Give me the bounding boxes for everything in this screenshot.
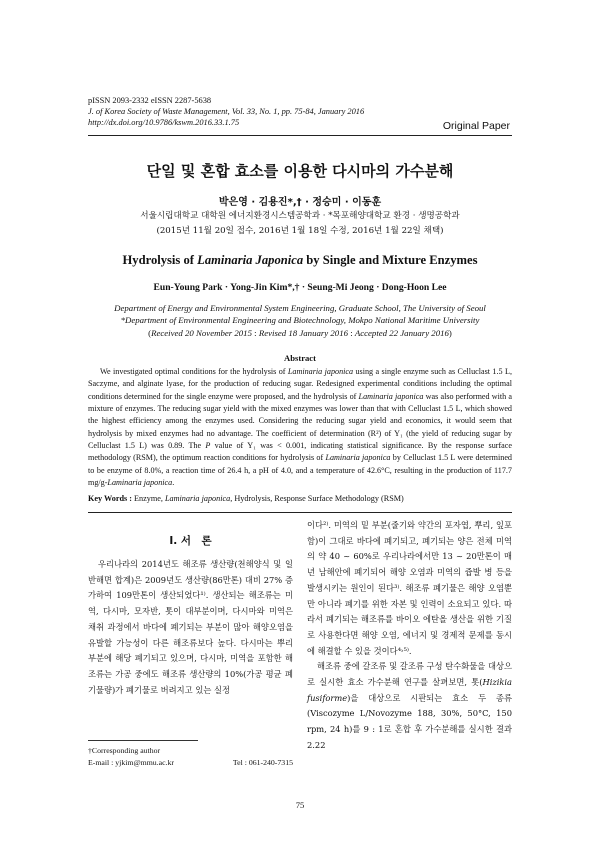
- journal-issn: pISSN 2093-2332 eISSN 2287-5638: [88, 96, 212, 105]
- english-affiliation-1: Department of Energy and Environmental System Engineering, Graduate School, The University of Seoul: [114, 303, 486, 313]
- abstract-species-1: Laminaria japonica: [287, 367, 354, 376]
- english-affiliation-2: *Department of Environmental Engineering and Biotechnology, Mokpo National Maritime University: [120, 314, 480, 325]
- keyword-1: Enzyme,: [134, 494, 165, 503]
- english-title-post: by Single and Mixture Enzymes: [303, 253, 478, 267]
- keyword-rest: , Hydrolysis, Response Surface Methodology (RSM): [230, 494, 404, 503]
- journal-citation: J. of Korea Society of Waste Management, Vol. 33, No. 1, pp. 75-84, January 2016: [88, 107, 365, 116]
- body-right-2-text-b: )을 대상으로 시판되는 효소 두 종류(Viscozyme L/Novozyme 188, 30%, 50°C, 150 rpm, 24 h)를 9 : 1로 혼합 후 가수분해를 실시한 결과 2.22: [307, 692, 512, 750]
- body-paragraph-left: 우리나라의 2014년도 해조류 생산량(천해양식 및 일반해면 합계)은 2009년도 생산량(86만톤) 대비 27% 증가하여 109만톤이 생산되었다¹⁾. 생산되는 해조류는 미역, 다시마, 모자반, 톳이 대부분이며, 다시마와 미역은 채취 과정에서 바다에 폐기되는 부분이 많아 해양오염을 유발할 가능성이 다른 해조류보다 높다. 다시마는 뿌리 부분에 해당 폐기되고 있으며, 다시마, 미역을 포함한 해조류는 가공 중에도 해조류 생산량의 10%(가공 평균 폐기물량)가 폐기물로 버려지고 있는 실정: [88, 559, 293, 695]
- dates-received: Received 20 November 2015: [151, 328, 252, 338]
- abstract-text-2: using a single enzyme such as Celluclast 1.5 L, Saczyme, and alginate lyase, for the production of reducing sugar. Redesigned experimental conditions including the optimal conditions determined for the single enzyme were proposed, and the hydrolysis of: [88, 367, 512, 401]
- footnote-email[interactable]: E-mail : yjkim@mmu.ac.kr: [88, 758, 174, 767]
- korean-authors: 박은영 · 김용진*,† · 정승미 · 이동훈: [218, 197, 382, 208]
- page-number: 75: [295, 800, 305, 810]
- body-column-right: [307, 518, 512, 754]
- dates-sep-2: :: [348, 328, 355, 338]
- abstract-p-symbol: P: [205, 441, 211, 451]
- english-affiliations: [0, 303, 600, 326]
- keywords: [88, 494, 512, 503]
- english-title-species: Laminaria Japonica: [197, 253, 304, 267]
- keyword-species: Laminaria japonica: [164, 494, 231, 503]
- abstract-text-3: was also performed with a mixture of enzymes. The reducing sugar yield with the mixed enzymes was lower than that with Celluclast 1.5 L, which showed the highest efficiency among the enzymes used. Considering the reducing sugar yield and economics, it would seem that hydrolysis by mixed enzymes had no advantage. The coefficient of determination (R²) of Y₁ (the yield of reducing sugar by Celluclast 1.5 L) was 0.89. The: [88, 391, 513, 451]
- dates-open: (: [148, 328, 152, 338]
- abstract-species-2: Laminaria japonica: [358, 391, 424, 401]
- english-authors: Eun-Young Park · Yong-Jin Kim*,† · Seung-Mi Jeong · Dong-Hoon Lee: [153, 282, 447, 293]
- keywords-divider: [88, 512, 512, 513]
- header-divider: [88, 135, 512, 136]
- abstract-species-3: Laminaria japonica: [325, 453, 391, 463]
- abstract-body: [88, 366, 512, 489]
- footnote-divider: [88, 740, 198, 741]
- body-right-2-species: Hizikia fusiforme: [307, 677, 512, 703]
- korean-title: 단일 및 혼합 효소를 이용한 다시마의 가수분해: [146, 162, 454, 180]
- abstract-heading: Abstract: [284, 353, 316, 363]
- body-column-left: [88, 557, 293, 698]
- dates-accepted: Accepted 22 January 2016: [354, 328, 449, 338]
- abstract-species-4: Laminaria japonica: [107, 478, 173, 488]
- article-type: Original Paper: [442, 120, 510, 132]
- body-paragraph-right-1: 이다²⁾. 미역의 밑 부분(줄기와 약간의 포자엽, 뿌리, 잎포함)이 그대로 바다에 폐기되고, 폐기되는 양은 전체 미역의 약 40 ~ 60%로 우리나라에서만 13 ~ 20만톤이 매년 남해안에 폐기되어 해양 오염과 미역의 쥽발 병 등을 발생시키는 원인이 된다³⁾. 해조류 폐기물은 해양 오염뿐만 아니라 폐기를 위한 자본 및 인력이 소요되고 있다. 따라서 폐기되는 해조류를 바이오 에탄올 생산을 위한 기질로 사용한다면 해양 오염, 에너지 및 경제적 문제를 동시에 해결할 수 있을 것이다⁴˒⁵⁾.: [307, 520, 512, 656]
- english-title-pre: Hydrolysis of: [122, 253, 198, 267]
- journal-doi[interactable]: http://dx.doi.org/10.9786/kswm.2016.33.1.75: [88, 118, 240, 127]
- section-heading: I. 서 론: [169, 535, 212, 547]
- dates-close: ): [448, 328, 452, 338]
- abstract-text-6: .: [172, 478, 175, 488]
- english-title: [0, 253, 600, 268]
- body-right-2-text-a: 해조류 중에 갈조류 및 갈조류 구성 탄수화물을 대상으로 실시한 효소 가수분해 연구를 살펴보면, 톳(: [307, 661, 512, 688]
- keywords-label: Key Words :: [88, 494, 135, 503]
- dates-sep-1: :: [251, 328, 259, 338]
- korean-affiliation: 서울시립대학교 대학원 에너지환경시스템공학과 · *목포해양대학교 환경 · 생명공학과: [140, 211, 460, 221]
- english-dates: [0, 328, 600, 338]
- journal-header: [88, 95, 364, 128]
- footnote-contact: [88, 758, 293, 767]
- korean-dates: (2015년 11월 20일 접수, 2016년 1월 18일 수정, 2016년 1월 22일 채택): [156, 226, 444, 236]
- footnote-corresponding: †Corresponding author: [88, 746, 161, 755]
- footnote-tel: Tel : 061-240-7315: [232, 758, 293, 767]
- dates-revised: Revised 18 January 2016: [258, 328, 348, 338]
- abstract-text-4: value of Y₁ was < 0.001, indicating statistical significance. By the response surface methodology (RSM), the optimum reaction conditions for hydrolysis of: [88, 441, 512, 463]
- body-paragraph-right-2: [307, 659, 512, 753]
- abstract-text-5: by Celluclast 1.5 L were determined to be enzyme of 8.0%, a reaction time of 26.4 h, a pH of 4.0, and a temperature of 42.6°C, resulting in the production of 117.7 mg/g-: [88, 453, 512, 488]
- abstract-text-1: We investigated optimal conditions for the hydrolysis of: [100, 367, 288, 376]
